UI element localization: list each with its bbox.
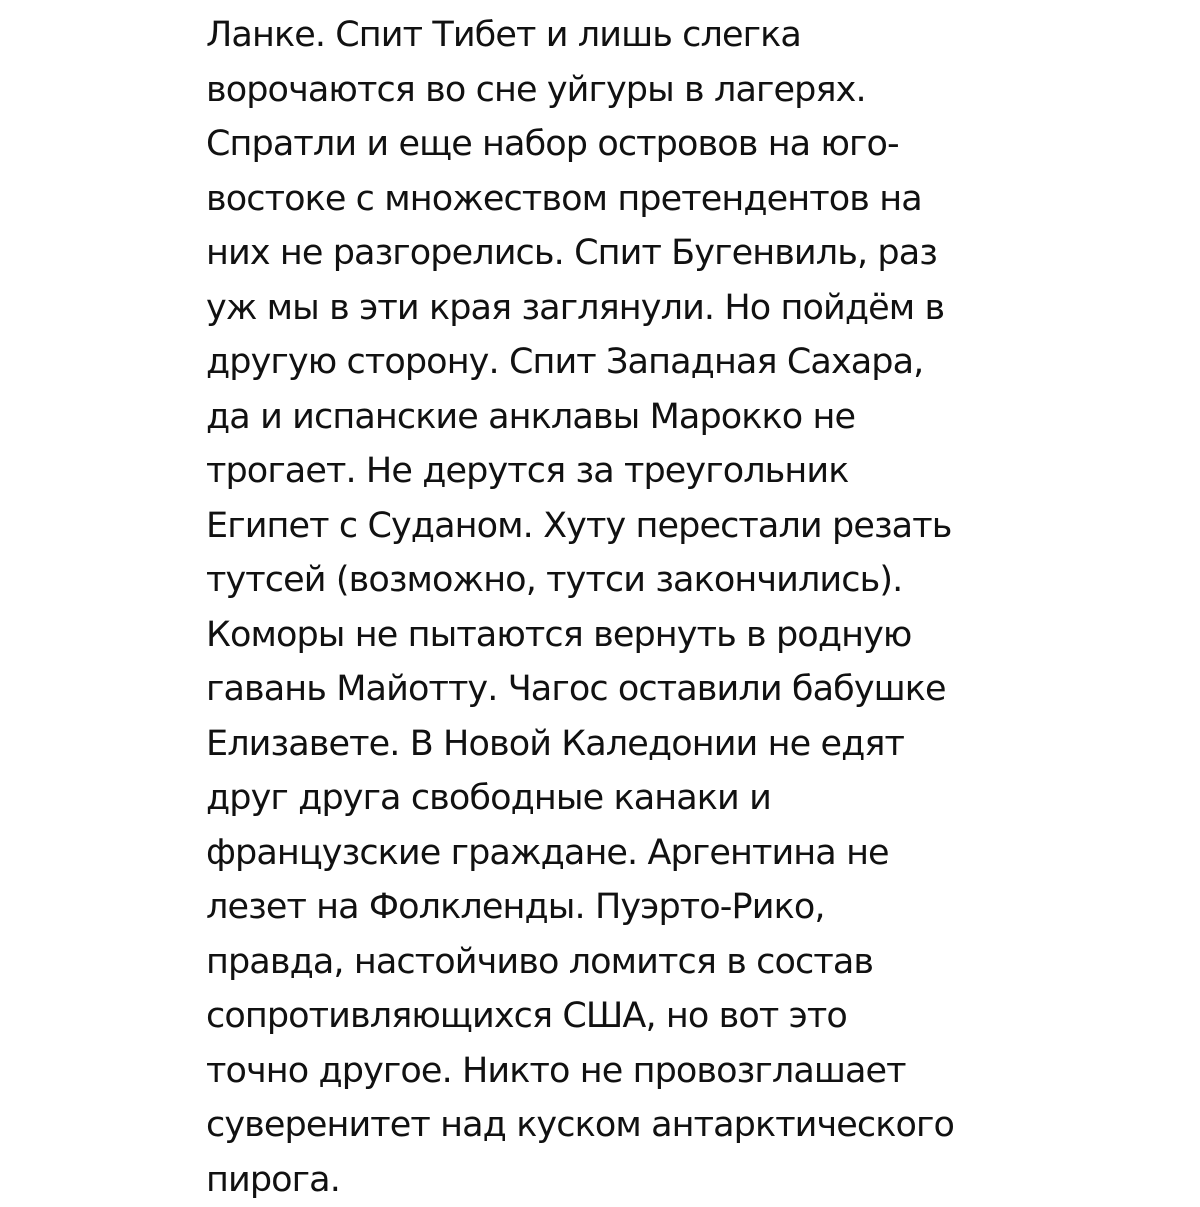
text-line: другую сторону. Спит Западная Сахара, — [206, 335, 1006, 390]
text-line: пирога. — [206, 1153, 1006, 1207]
text-line: сопротивляющихся США, но вот это — [206, 989, 1006, 1044]
text-line: трогает. Не дерутся за треугольник — [206, 444, 1006, 499]
text-line: Египет с Суданом. Хуту перестали резать — [206, 499, 1006, 554]
text-line: точно другое. Никто не провозглашает — [206, 1044, 1006, 1099]
text-line: лезет на Фолкленды. Пуэрто-Рико, — [206, 880, 1006, 935]
text-line: гавань Майотту. Чагос оставили бабушке — [206, 662, 1006, 717]
text-line: них не разгорелись. Спит Бугенвиль, раз — [206, 226, 1006, 281]
text-line: востоке с множеством претендентов на — [206, 172, 1006, 227]
text-line: друг друга свободные канаки и — [206, 771, 1006, 826]
text-line: тутсей (возможно, тутси закончились). — [206, 553, 1006, 608]
article-text — [206, 8, 1006, 1207]
text-line: уж мы в эти края заглянули. Но пойдём в — [206, 281, 1006, 336]
text-line: Коморы не пытаются вернуть в родную — [206, 608, 1006, 663]
text-line: Ланке. Спит Тибет и лишь слегка — [206, 8, 1006, 63]
text-line: Спратли и еще набор островов на юго- — [206, 117, 1006, 172]
text-line: Елизавете. В Новой Каледонии не едят — [206, 717, 1006, 772]
text-line: ворочаются во сне уйгуры в лагерях. — [206, 63, 1006, 118]
text-line: французские граждане. Аргентина не — [206, 826, 1006, 881]
text-line: да и испанские анклавы Марокко не — [206, 390, 1006, 445]
text-line: суверенитет над куском антарктического — [206, 1098, 1006, 1153]
text-line: правда, настойчиво ломится в состав — [206, 935, 1006, 990]
